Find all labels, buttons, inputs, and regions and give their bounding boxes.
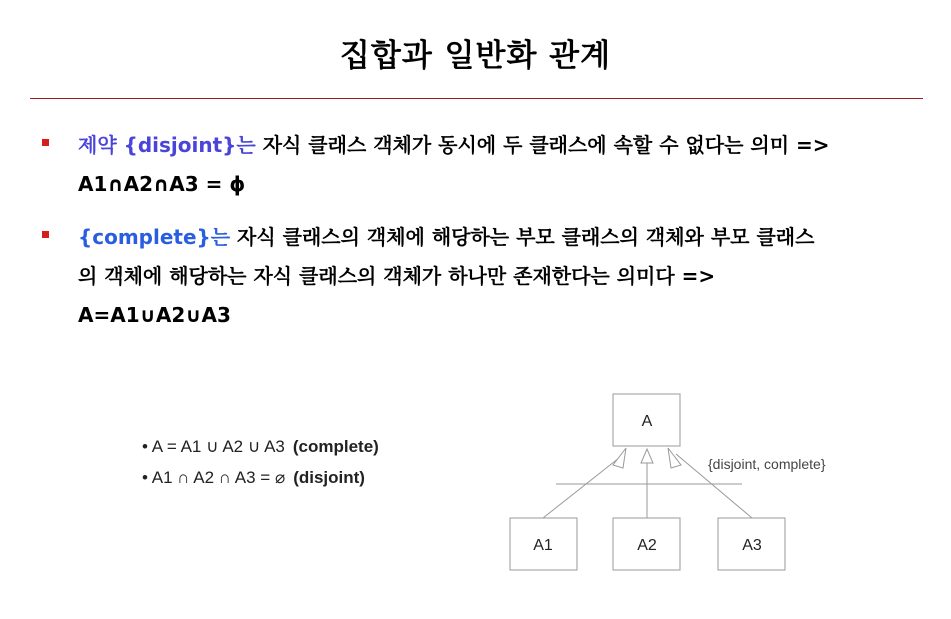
formula-tag: (complete) [292, 437, 379, 456]
bullet-text-continued: 의 객체에 해당하는 자식 클래스의 객체가 하나만 존재한다는 의미다 => [78, 264, 716, 288]
child-class-label-a2: A2 [637, 537, 657, 554]
disjoint-keyword: 제약 {disjoint}는 [78, 133, 256, 157]
formula-disjoint: • A1 ∩ A2 ∩ A3 = ⌀ (disjoint) [142, 468, 365, 487]
complete-keyword: {complete}는 [78, 225, 231, 249]
constraint-label: {disjoint, complete} [708, 456, 826, 472]
page-title: 집합과 일반화 관계 [339, 38, 612, 74]
arrowhead-a3 [668, 448, 681, 468]
child-class-label-a3: A3 [742, 537, 762, 554]
complete-formula: A=A1∪A2∪A3 [78, 303, 231, 327]
arrowhead-a1 [613, 448, 626, 468]
formula-complete: • A = A1 ∪ A2 ∪ A3 (complete) [142, 437, 379, 456]
parent-class-label: A [641, 413, 653, 430]
disjoint-formula: A1∩A2∩A3 = ɸ [78, 172, 246, 196]
arrowhead-a2 [641, 449, 653, 463]
formula-expr: A1 ∩ A2 ∩ A3 = ⌀ [151, 468, 286, 487]
generalization-line-a1 [543, 454, 624, 518]
bullet-text: 자식 클래스의 객체에 해당하는 부모 클래스의 객체와 부모 클래스 [230, 225, 815, 249]
formula-tag: (disjoint) [293, 468, 365, 487]
child-class-label-a1: A1 [533, 537, 553, 554]
bullet-text: 자식 클래스 객체가 동시에 두 클래스에 속할 수 없다는 의미 => [255, 133, 830, 157]
formula-expr: A = A1 ∪ A2 ∪ A3 [151, 437, 285, 456]
